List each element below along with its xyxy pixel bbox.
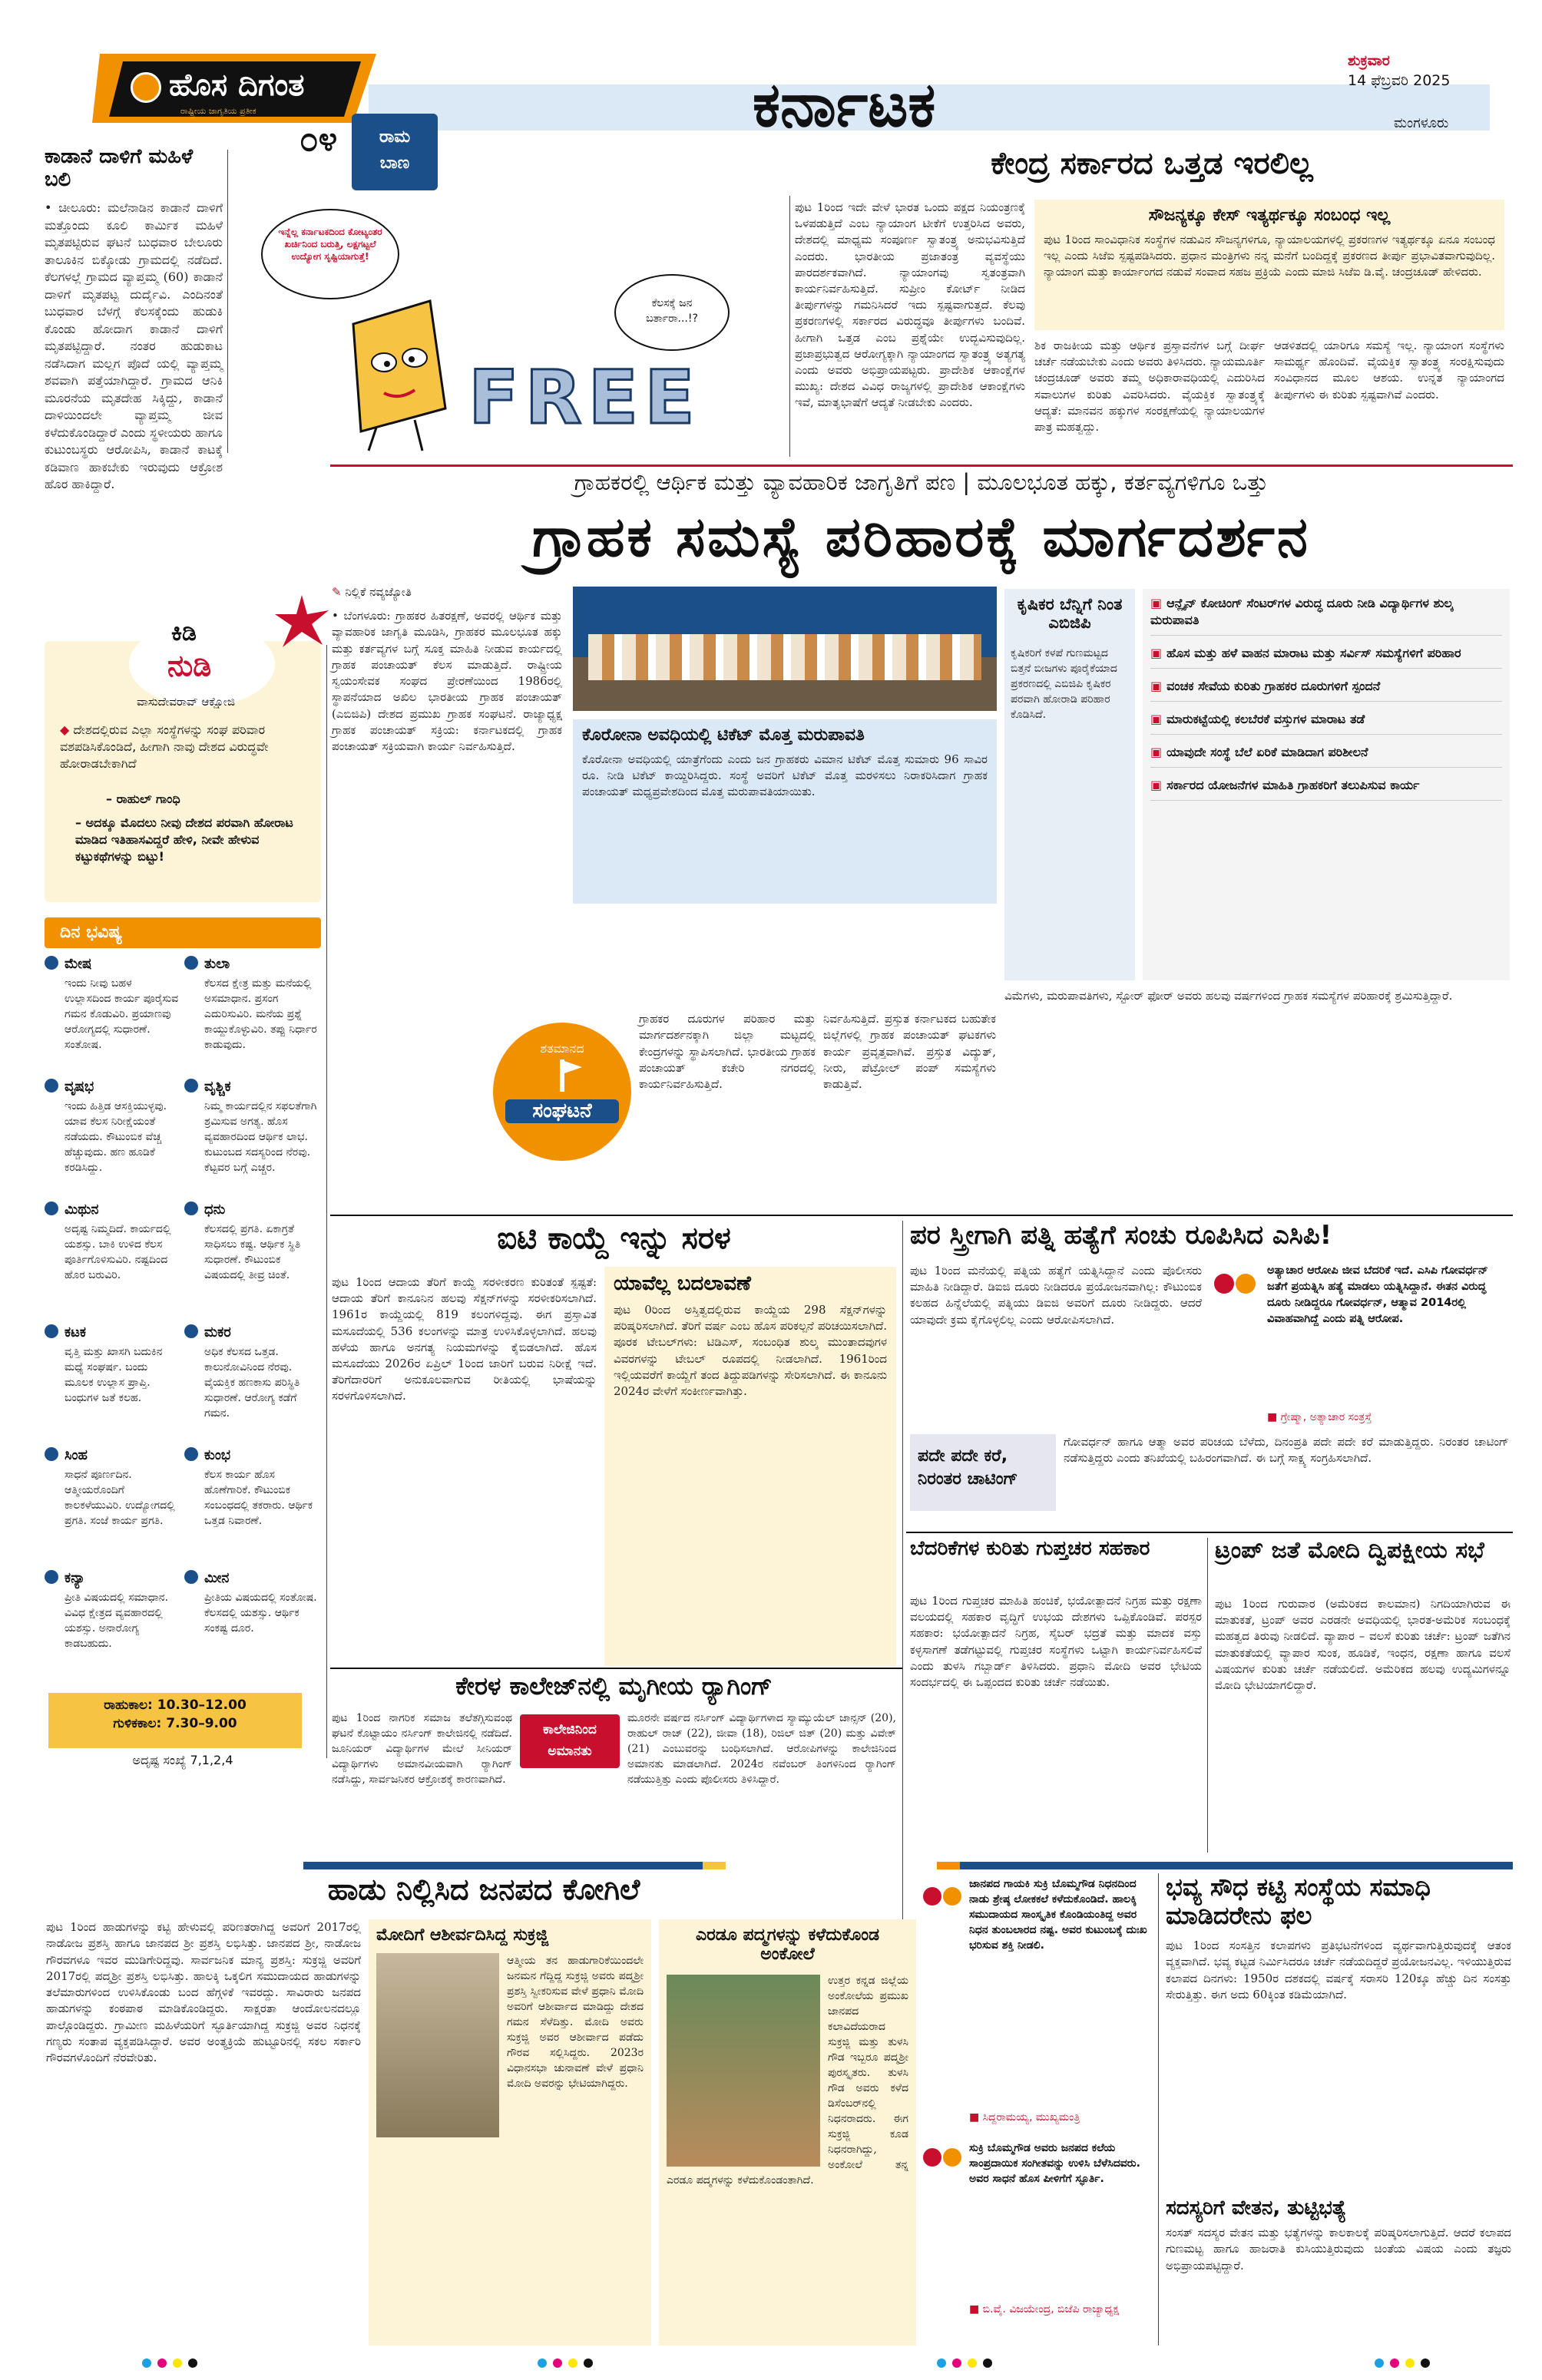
- kerala-story: [332, 1672, 896, 1856]
- sign-name: ಧನು: [204, 1202, 226, 1218]
- top-story-title: ಕೇಂದ್ರ ಸರ್ಕಾರದ ಒತ್ತಡ ಇರಲಿಲ್ಲ: [991, 146, 1313, 181]
- horoscope-sign: [184, 1447, 319, 1565]
- elephant-body: • ಚೀಲೂರು: ಮಲೆನಾಡಿನ ಕಾಡಾನೆ ದಾಳಿಗೆ ಮತ್ತೊಂದು ಕೂಲಿ ಕಾರ್ಮಿಕ ಮಹಿಳೆ ಮೃತಪಟ್ಟಿರುವ ಘಟನೆ ಬುಧವಾರ ಬೇಲೂರು ತಾಲೂಕಿನ ಬಿಕ್ಕೋಡು ಗ್ರಾಮದಲ್ಲಿ ನಡೆದಿದೆ. ಕೆಲಗಳಲ್ಲೆ ಗ್ರಾಮದ ವ್ಯಾಪ್ತಮ್ಮ (60) ಕಾಡಾನೆ ದಾಳಿಗೆ ಮೃತಪಟ್ಟ ದುರ್ದೈವಿ. ಎಂದಿನಂತೆ ಬುಧವಾರ ಬೆಳಗ್ಗೆ ಕೆಲಸಕ್ಕೆಂದು ಹುಡುಕಿ ಕೊಂಡು ಹೋದಾಗ ಕಾಡಾನೆ ದಾಳಿಗೆ ಮೃತಪಟ್ಟಿದ್ದಾರೆ. ನಂತರ ಹುಡುಕಾಟ ನಡೆಸಿದಾಗ ಮಲ್ಲಗ ಪೊದೆ ಯಲ್ಲಿ ವ್ಯಾಪ್ತಮ್ಮ ಶವವಾಗಿ ಪತ್ತೆಯಾಗಿದ್ದಾರೆ. ಗ್ರಾಮದ ಆನಿಕಿ ಮೂರನೆಯ ಮೃತದೇಹ ಸಿಕ್ಕಿದ್ದು, ಕಾಡಾನೆ ದಾಳಿಯಿಂದಲೇ ವ್ಯಾಪ್ತಮ್ಮ ಜೀವ ಕಳೆದುಕೊಂಡಿದ್ದಾರೆ ಎಂದು ಸ್ಥಳೀಯರು ಹಾಗೂ ಕುಟುಂಬಸ್ಥರು ಆರೋಪಿಸಿ, ಕಾಡಾನೆ ಕಾಟಕ್ಕೆ ಕಡಿವಾಣ ಹಾಕಬೇಕು ಇರುವುದು ಆಕ್ರೋಶ ಹೊರ ಹಾಕಿದ್ದಾರೆ.: [45, 200, 223, 491]
- sign-text: ನಿಮ್ಮ ಕಾರ್ಯದಲ್ಲಿನ ಸಫಲತೆಗಾಗಿ ಶ್ರಮಿಸುವ ಅಗತ್ಯ. ಹೊಸ ವ್ಯವಹಾರದಿಂದ ಆರ್ಥಿಕ ಲಾಭ. ಕುಟುಂಬದ ಸದಸ್ಯರಿಂದ ನೆರವು. ಕೆಟ್ಟವರ ಬಗ್ಗೆ ಎಚ್ಚರ.: [204, 1100, 317, 1174]
- nudi-title: ನುಡಿ: [167, 649, 212, 683]
- horoscope-sign: [45, 1447, 180, 1565]
- ramabana-label: ರಾಮ ಬಾಣ: [379, 127, 411, 173]
- lucky-numbers: ಅದೃಷ್ಟ ಸಂಖ್ಯೆ 7,1,2,4: [132, 1753, 233, 1767]
- acp-body: ಪುಟ 1ರಿಂದ ಮನೆಯಲ್ಲಿ ಪತ್ನಿಯ ಹತ್ಯೆಗೆ ಯತ್ನಿಸಿದ್ದಾನೆ ಎಂದು ಪೊಲೀಸರು ಮಾಹಿತಿ ನೀಡಿದ್ದಾರೆ. ಡಿಐಜಿ ದೂರು ನೀಡಿದರೂ ಪ್ರಯೋಜನವಾಗಿಲ್ಲ: ಕೌಟುಂಬಿಕ ಕಲಹದ ಹಿನ್ನೆಲೆಯಲ್ಲಿ ಪತ್ನಿಯು ಡಿಐಜಿ ಅವರಿಗೆ ದೂರು ನೀಡಿದ್ದರು. ಆದರೆ ಯಾವುದೇ ಕ್ರಮ ಕೈಗೊಳ್ಳಲಿಲ್ಲ ಎಂದು ಆರೋಪಿಸಲಾಗಿದೆ.: [910, 1264, 1202, 1327]
- top-story-col2: ಶಿಕ ರಾಜಕೀಯ ಮತ್ತು ಆರ್ಥಿಕ ಪ್ರಸ್ತಾವನೆಗಳ ಬಗ್ಗೆ ದೀರ್ಘ ಚರ್ಚೆ ನಡೆಯಬೇಕು ಎಂದು ಅವರು ತಿಳಿಸಿದರು. ನ್ಯಾಯಮೂರ್ತಿ ಚಂದ್ರಚೂಡ್ ಅವರು ತಮ್ಮ ಅಧಿಕಾರಾವಧಿಯಲ್ಲಿ ಎದುರಿಸಿದ ಸವಾಲುಗಳ ಕುರಿತು ವಿವರಿಸಿದರು. ವೈಯಕ್ತಿಕ ಸ್ವಾತಂತ್ರ್ಯಕ್ಕೆ ಆದ್ಯತೆ: ಮಾನವನ ಹಕ್ಕುಗಳ ಸಂರಕ್ಷಣೆಯಲ್ಲಿ ನ್ಯಾಯಾಲಯಗಳ ಪಾತ್ರ ಮಹತ್ವದ್ದು.: [1034, 339, 1265, 435]
- abgp-bullet-item: ▣ ಸರ್ಕಾರದ ಯೋಜನೆಗಳ ಮಾಹಿತಿ ಗ್ರಾಹಕರಿಗೆ ತಲುಪಿಸುವ ಕಾರ್ಯ: [1150, 777, 1502, 801]
- horoscope-sign: [184, 1202, 319, 1320]
- bullet-icon: ▣: [1150, 646, 1163, 660]
- top-story: [795, 146, 1509, 461]
- sign-text: ಕೆಲಸದ ಕ್ಷೇತ್ರ ಮತ್ತು ಮನೆಯಲ್ಲಿ ಅಸಮಾಧಾನ. ಪ್ರಸಂಗ ಎದುರಿಸುವಿರಿ. ಮನೆಯ ಪ್ರಶ್ನೆ ಕಾಯ್ದುಕೊಳ್ಳುವಿರಿ. ತಪ್ಪು ನಿರ್ಧಾರ ಕಾಡುವುದು.: [204, 977, 317, 1051]
- horoscope: [45, 917, 321, 1767]
- abgp-bullet-item: ▣ ಮಾರುಕಟ್ಟೆಯಲ್ಲಿ ಕಲಬೆರಕೆ ವಸ್ತುಗಳ ಮಾರಾಟ ತಡೆ: [1150, 711, 1502, 735]
- kidi-author: ವಾಸುದೇವರಾವ್ ಆಕ್ಷೋಜಿ: [137, 695, 235, 709]
- kidi-title: ಕಿಡಿ: [171, 620, 197, 646]
- kerala-tag: ಕಾಲೇಜಿನಿಂದ ಅಮಾನತು: [520, 1714, 620, 1768]
- modi-box: [369, 1919, 651, 2345]
- sign-text: ಪ್ರೀತಿಯ ವಿಷಯದಲ್ಲಿ ಸಂತೋಷ. ಕೆಲಸದಲ್ಲಿ ಯಶಸ್ಸು. ಆರ್ಥಿಕ ಸಂಕಷ್ಟ ದೂರ.: [204, 1592, 317, 1635]
- zodiac-icon: [184, 956, 198, 970]
- sign-name: ಮಕರ: [204, 1324, 231, 1340]
- refund-title: ಕೊರೋನಾ ಅವಧಿಯಲ್ಲಿ ಟಿಕೆಟ್ ಮೊತ್ತ ಮರುಪಾವತಿ: [582, 726, 865, 745]
- kerala-title: ಕೇರಳ ಕಾಲೇಜ್‌ನಲ್ಲಿ ಮೃಗೀಯ ರ್‍ಯಾಗಿಂಗ್: [455, 1671, 773, 1701]
- spark-icon: [275, 595, 329, 649]
- acp-chat-text: ಗೋವರ್ಧನ್ ಹಾಗೂ ಆತ್ಮಾ ಅವರ ಪರಿಚಯ ಬೆಳೆದು, ದಿನಂಪ್ರತಿ ಪದೇ ಪದೇ ಕರೆ ಮಾಡುತ್ತಿದ್ದರು. ನಿರಂತರ ಚಾಟಿಂಗ್ ನಡೆಸುತ್ತಿದ್ದರು ಎಂದು ತನಿಖೆಯಲ್ಲಿ ಬಹಿರಂಗವಾಗಿದೆ. ಈ ಬಗ್ಗೆ ಸಾಕ್ಷ್ಯ ಸಂಗ್ರಹಿಸಲಾಗಿದೆ.: [1064, 1435, 1509, 1466]
- quote-mark-icon-2: [922, 2142, 968, 2177]
- modi-box-title: ಮೋದಿಗೆ ಆಶೀರ್ವದಿಸಿದ್ದ ಸುಕ್ರಜ್ಜಿ: [376, 1925, 549, 1945]
- ankola-photo: [667, 1975, 820, 2167]
- abgp-bullet-item: ▣ ಹೊಸ ಮತ್ತು ಹಳೆ ವಾಹನ ಮಾರಾಟ ಮತ್ತು ಸರ್ವಿಸ್ ಸಮಸ್ಯೆಗಳಿಗೆ ಪರಿಹಾರ: [1150, 645, 1502, 669]
- bullet-list: [1150, 595, 1502, 801]
- tribute-1-by: ■ ಸಿದ್ದರಾಮಯ್ಯ, ಮುಖ್ಯಮಂತ್ರಿ: [969, 2111, 1080, 2124]
- acp-chat-box: [910, 1434, 1509, 1520]
- sign-name: ವೃಶ್ಚಿಕ: [204, 1079, 231, 1095]
- page-number: ೦೪: [299, 120, 338, 159]
- bullet-icon: ▣: [1150, 679, 1163, 693]
- cartoon: [230, 201, 787, 462]
- horoscope-sign: [45, 1079, 180, 1197]
- consumer-title: ಗ್ರಾಹಕ ಸಮಸ್ಯೆ ಪರಿಹಾರಕ್ಕೆ ಮಾರ್ಗದರ್ಶನ: [532, 504, 1310, 569]
- logo: [46, 46, 384, 159]
- sign-name: ಕಟಕ: [65, 1324, 86, 1340]
- zodiac-icon: [45, 1324, 58, 1338]
- edition-city: ಮಂಗಳೂರು: [1394, 115, 1449, 131]
- zodiac-icon: [45, 1202, 58, 1215]
- sanghatane-seal: [493, 1023, 631, 1161]
- parliament-story: [1166, 1873, 1511, 2349]
- zodiac-icon: [184, 1570, 198, 1584]
- sign-text: ಸಾಧನೆ ಪೂರ್ಣದಿನ. ಆತ್ಮೀಯರೊಂದಿಗೆ ಕಾಲಕಳೆಯುವಿರಿ. ಉದ್ಯೋಗದಲ್ಲಿ ಪ್ರಗತಿ. ಸಂಜೆ ಕಾರ್ಯ ಪ್ರಗತಿ.: [65, 1469, 175, 1527]
- date: 14 ಫೆಬ್ರವರಿ 2025: [1348, 72, 1451, 89]
- ankola-box-text: ಉತ್ತರ ಕನ್ನಡ ಜಿಲ್ಲೆಯ ಅಂಕೋಲೆಯ ಪ್ರಮುಖ ಜಾನಪದ ಕಲಾವಿದೆಯರಾದ ಸುಕ್ರಜ್ಜಿ ಮತ್ತು ತುಳಸಿ ಗೌಡ ಇಬ್ಬರೂ ಪದ್ಮಶ್ರೀ ಪುರಸ್ಕೃತರು. ತುಳಸಿ ಗೌಡ ಅವರು ಕಳೆದ ಡಿಸೆಂಬರ್‌ನಲ್ಲಿ ನಿಧನರಾದರು. ಈಗ ಸುಕ್ರಜ್ಜಿ ಕೂಡ ನಿಧನರಾಗಿದ್ದು, ಅಂಕೋಲೆ ತನ್ನ ಎರಡೂ ಪದ್ಮಗಳನ್ನು ಕಳೆದುಕೊಂಡಂತಾಗಿದೆ.: [667, 1975, 908, 2187]
- elephant-story: [45, 145, 223, 491]
- trump-body: ಪುಟ 1ರಿಂದ ಗುರುವಾರ (ಅಮೆರಿಕದ ಕಾಲಮಾನ) ನಿಗದಿಯಾಗಿರುವ ಈ ಮಾತುಕತೆ, ಟ್ರಂಪ್ ಅವರ ಎರಡನೇ ಅವಧಿಯಲ್ಲಿ ಭಾರತ-ಅಮೆರಿಕ ಸಂಬಂಧಕ್ಕೆ ಮಹತ್ವದ ತಿರುವು ನೀಡಲಿದೆ. ವ್ಯಾಪಾರ – ವಲಸೆ ಕುರಿತು ಚರ್ಚೆ: ಟ್ರಂಪ್ ಜತೆಗಿನ ಮಾತುಕತೆಯಲ್ಲಿ ವ್ಯಾಪಾರ ಸುಂಕ, ಹೂಡಿಕೆ, ಇಂಧನ, ರಕ್ಷಣಾ ಹಾಗೂ ವಲಸೆ ವಿಷಯಗಳ ಕುರಿತು ಚರ್ಚೆ ನಡೆಯಲಿದೆ. ಅಮೆರಿಕದ ಹಲವು ಉದ್ಯಮಿಗಳನ್ನೂ ಮೋದಿ ಭೇಟಿಯಾಗಲಿದ್ದಾರೆ.: [1215, 1597, 1511, 1693]
- zodiac-icon: [184, 1079, 198, 1092]
- acp-title: ಪರ ಸ್ತ್ರೀಗಾಗಿ ಪತ್ನಿ ಹತ್ಯೆಗೆ ಸಂಚು ರೂಪಿಸಿದ ಎಸಿಪಿ!: [910, 1220, 1332, 1251]
- consumer-story: [332, 470, 1511, 1222]
- consumer-kicker: ಗ್ರಾಹಕರಲ್ಲಿ ಆರ್ಥಿಕ ಮತ್ತು ವ್ಯಾವಹಾರಿಕ ಜಾಗೃತಿಗೆ ಪಣ | ಮೂಲಭೂತ ಹಕ್ಕು, ಕರ್ತವ್ಯಗಳಿಗೂ ಒತ್ತು: [574, 469, 1269, 495]
- kidi-quote-text: ದೇಶದಲ್ಲಿರುವ ಎಲ್ಲಾ ಸಂಸ್ಥೆಗಳನ್ನು ಸಂಘ ಪರಿವಾರ ವಶಪಡಿಸಿಕೊಂಡಿದೆ, ಹೀಗಾಗಿ ನಾವು ದೇಶದ ವಿರುದ್ಧವೇ ಹೋರಾಡಬೇಕಾಗಿದೆ: [60, 722, 269, 771]
- consumer-group-photo: [573, 587, 997, 711]
- parliament-body: ಪುಟ 1ರಿಂದ ಸಂಸತ್ತಿನ ಕಲಾಪಗಳು ಪ್ರತಿಭಟನೆಗಳಿಂದ ವ್ಯರ್ಥವಾಗುತ್ತಿರುವುದಕ್ಕೆ ಆತಂಕ ವ್ಯಕ್ತವಾಗಿದೆ. ಭವ್ಯ ಕಟ್ಟಡ ನಿರ್ಮಿಸಿದರೂ ಚರ್ಚೆ ನಡೆಯದಿದ್ದರೆ ಪ್ರಯೋಜನವಿಲ್ಲ. ಇಳಿಯುತ್ತಿರುವ ಕಲಾಪದ ದಿನಗಳು: 1950ರ ದಶಕದಲ್ಲಿ ವರ್ಷಕ್ಕೆ ಸರಾಸರಿ 120ಕ್ಕೂ ಹೆಚ್ಚು ದಿನ ಸಂಸತ್ತು ಸೇರುತ್ತಿತ್ತು. ಈಗ ಅದು 60ಕ್ಕಿಂತ ಕಡಿಮೆಯಾಗಿದೆ.: [1166, 1939, 1511, 2002]
- zodiac-icon: [45, 1079, 58, 1092]
- it-title: ಐಟಿ ಕಾಯ್ದೆ ಇನ್ನು ಸರಳ: [497, 1221, 731, 1256]
- acp-story: [910, 1221, 1509, 1528]
- section-title: ಕರ್ನಾಟಕ: [753, 69, 936, 140]
- acp-chat-title: ಪದೇ ಪದೇ ಕರೆ, ನಿರಂತರ ಚಾಟಿಂಗ್: [910, 1434, 1056, 1511]
- parliament-sub-text: ಸಂಸತ್ ಸದಸ್ಯರ ವೇತನ ಮತ್ತು ಭತ್ಯೆಗಳನ್ನು ಕಾಲಕಾಲಕ್ಕೆ ಪರಿಷ್ಕರಿಸಲಾಗುತ್ತಿದೆ. ಆದರೆ ಕಲಾಪದ ಗುಣಮಟ್ಟ ಹಾಗೂ ಹಾಜರಾತಿ ಕುಸಿಯುತ್ತಿರುವುದು ಚಿಂತೆಯ ವಿಷಯ ಎಂದು ತಜ್ಞರು ಅಭಿಪ್ರಾಯಪಟ್ಟಿದ್ದಾರೆ.: [1166, 2226, 1511, 2273]
- bullet-icon: ▣: [1150, 596, 1163, 610]
- refund-text: ಕೊರೋನಾ ಅವಧಿಯಲ್ಲಿ ಯಾತ್ರೆಗೆಂದು ಎಂದು ಜನ ಗ್ರಾಹಕರು ವಿಮಾನ ಟಿಕೆಟ್ ಮೊತ್ತ ಸುಮಾರು 96 ಸಾವಿರ ರೂ. ನೀಡಿ ಟಿಕೆಟ್ ಕಾಯ್ದಿರಿಸಿದ್ದರು. ಸಂಸ್ಥೆ ಅವರಿಗೆ ಟಿಕೆಟ್ ಮೊತ್ತ ಮರಳಿಸಲು ನಿರಾಕರಿಸಿದಾಗ ಗ್ರಾಹಕ ಪಂಚಾಯತ್ ಮಧ್ಯಪ್ರವೇಶದಿಂದ ಮೊತ್ತ ಮರುಪಾವತಿಯಾಯಿತು.: [582, 752, 988, 798]
- sanghatane-label: ಸಂಘಟನೆ: [505, 1099, 619, 1123]
- cjI-box: [1034, 200, 1504, 330]
- zodiac-icon: [45, 1447, 58, 1461]
- refund-box: [573, 719, 997, 904]
- elephant-title: ಕಾಡಾನೆ ದಾಳಿಗೆ ಮಹಿಳೆ ಬಲಿ: [45, 145, 194, 191]
- zodiac-icon: [184, 1324, 198, 1338]
- quote-mark-icon: [1213, 1267, 1259, 1305]
- zodiac-icon: [184, 1202, 198, 1215]
- kerala-col1: ಪುಟ 1ರಿಂದ ನಾಗರಿಕ ಸಮಾಜ ತಲೆತಗ್ಗಿಸುವಂಥ ಘಟನೆ ಕೊಟ್ಟಾಯಂ ನರ್ಸಿಂಗ್ ಕಾಲೇಜಿನಲ್ಲಿ ನಡೆದಿದೆ. ಜೂನಿಯರ್ ವಿದ್ಯಾರ್ಥಿಗಳ ಮೇಲೆ ಸೀನಿಯರ್ ವಿದ್ಯಾರ್ಥಿಗಳು ಅಮಾನವೀಯವಾಗಿ ರ್‍ಯಾಗಿಂಗ್ ನಡೆಸಿದ್ದು, ಸಾರ್ವಜನಿಕರ ಆಕ್ರೋಶಕ್ಕೆ ಕಾರಣವಾಗಿದೆ.: [332, 1712, 512, 1786]
- cartoon-bubble-right: ಕೆಲಸಕ್ಕೆ ಜನ ಬರ್ತಾರಾ...!?: [614, 274, 730, 351]
- abgp-bullets: [1143, 589, 1510, 980]
- kidi-quote: [60, 722, 313, 772]
- sign-text: ಕೆಲಸದಲ್ಲಿ ಪ್ರಗತಿ. ಏಕಾಗ್ರತೆ ಸಾಧಿಸಲು ಕಷ್ಟ. ಆರ್ಥಿಕ ಸ್ಥಿತಿ ಸುಧಾರಣೆ. ಕೌಟುಂಬಿಕ ವಿಷಯದಲ್ಲಿ ತೀವ್ರ ಚಿಂತೆ.: [204, 1223, 301, 1281]
- bullet-icon: ▣: [1150, 745, 1163, 759]
- horoscope-sign: [45, 956, 180, 1074]
- kidi-retort: – ಅದಕ್ಕೂ ಮೊದಲು ನೀವು ದೇಶದ ಪರವಾಗಿ ಹೋರಾಟ ಮಾಡಿದ ಇತಿಹಾಸವಿದ್ದರೆ ಹೇಳಿ, ನೀವೇ ಹೇಳುವ ಕಟ್ಟುಕಥೆಗಳನ್ನು ಬಿಟ್ಟು!: [75, 815, 293, 864]
- it-col1: ಪುಟ 1ರಿಂದ ಆದಾಯ ತೆರಿಗೆ ಕಾಯ್ದೆ ಸರಳೀಕರಣ ಕುರಿತಂತೆ ಸ್ಪಷ್ಟತೆ: ಆದಾಯ ತೆರಿಗೆ ಕಾನೂನಿನ ಹಲವು ಸೆಕ್ಷನ್‌ಗಳನ್ನು ಸರಳೀಕರಿಸಲಾಗಿದೆ. 1961ರ ಕಾಯ್ದೆಯಲ್ಲಿ 819 ಕಲಂಗಳಿದ್ದವು. ಈಗ ಪ್ರಸ್ತಾವಿತ ಮಸೂದೆಯಲ್ಲಿ 536 ಕಲಂಗಳನ್ನು ಮಾತ್ರ ಉಳಿಸಿಕೊಳ್ಳಲಾಗಿದೆ. ಹಲವು ಹಳೆಯ ಹಾಗೂ ಅನಗತ್ಯ ನಿಯಮಗಳನ್ನು ಕೈಬಿಡಲಾಗಿದೆ. ಹೊಸ ಮಸೂದೆಯು 2026ರ ಏಪ್ರಿಲ್ 1ರಿಂದ ಜಾರಿಗೆ ಬರುವ ನಿರೀಕ್ಷೆ ಇದೆ. ತೆರಿಗೆದಾರರಿಗೆ ಅನುಕೂಲವಾಗುವ ರೀತಿಯಲ್ಲಿ ಭಾಷೆಯನ್ನು ಸರಳಗೊಳಿಸಲಾಗಿದೆ.: [332, 1275, 597, 1403]
- sign-text: ಇಂದು ನೀವು ಬಹಳ ಉಲ್ಲಾಸದಿಂದ ಕಾರ್ಯ ಪೂರೈಸುವ ಗಮನ ಕೊಡುವಿರಿ. ಪ್ರಯಾಣವು ಆರೋಗ್ಯದಲ್ಲಿ ಸುಧಾರಣೆ. ಸಂತೋಷ.: [65, 977, 179, 1051]
- horoscope-title: ದಿನ ಭವಿಷ್ಯ: [60, 923, 123, 942]
- cartoon-character-icon: [338, 293, 453, 455]
- zodiac-icon: [45, 1570, 58, 1584]
- sign-text: ಕೆಲಸ ಕಾರ್ಯ ಹೊಸ ಹೊಣೆಗಾರಿಕೆ. ಕೌಟುಂಬಿಕ ಸಂಬಂಧದಲ್ಲಿ ತಕರಾರು. ಆರ್ಥಿಕ ಒತ್ತಡ ನಿವಾರಣೆ.: [204, 1469, 313, 1527]
- sangh-icon: [539, 1056, 585, 1095]
- kerala-col2: ಮೂರನೇ ವರ್ಷದ ನರ್ಸಿಂಗ್ ವಿದ್ಯಾರ್ಥಿಗಳಾದ ಸ್ಯಾಮ್ಯುಯೆಲ್ ಜಾನ್ಸನ್ (20), ರಾಹುಲ್ ರಾಜ್ (22), ಜೀವಾ (18), ರಿಜಿಲ್ ಜಿತ್ (20) ಮತ್ತು ವಿವೇಕ್ (21) ಎಂಬುವರನ್ನು ಬಂಧಿಸಲಾಗಿದೆ. ಆರೋಪಿಗಳನ್ನು ಕಾಲೇಜಿನಿಂದ ಅಮಾನತು ಮಾಡಲಾಗಿದೆ. 2024ರ ನವೆಂಬರ್ ತಿಂಗಳಿನಿಂದ ರ್‍ಯಾಗಿಂಗ್ ನಡೆಯುತ್ತಿತ್ತು ಎಂದು ಪೊಲೀಸರು ತಿಳಿಸಿದ್ದಾರೆ.: [627, 1712, 896, 1786]
- cartoon-free-word: FREE: [468, 355, 701, 441]
- ramabana-badge: [352, 114, 438, 190]
- abgp-bullet-item: ▣ ವಂಚಕ ಸೇವೆಯ ಕುರಿತು ಗ್ರಾಹಕರ ದೂರುಗಳಿಗೆ ಸ್ಪಂದನೆ: [1150, 678, 1502, 702]
- acp-quote: ಅತ್ಯಾಚಾರ ಆರೋಪಿ ಜೀವ ಬೆದರಿಕೆ ಇದೆ. ಎಸಿಪಿ ಗೋವರ್ಧನ್ ಜತೆಗೆ ಪ್ರಯತ್ನಿಸಿ ಹತ್ಯೆ ಮಾಡಲು ಯತ್ನಿಸಿದ್ದಾನೆ. ಈತನ ವಿರುದ್ಧ ದೂರು ನೀಡಿದ್ದರೂ ಗೋವರ್ಧನ್, ಆತ್ಮಾವ 2014ರಲ್ಲಿ ವಿವಾಹವಾಗಿದ್ದೆ ಎಂದು ಪತ್ನಿ ಆರೋಪ.: [1267, 1264, 1488, 1325]
- intel-title: ಬೆದರಿಕೆಗಳ ಕುರಿತು ಗುಪ್ತಚರ ಸಹಕಾರ: [910, 1537, 1150, 1560]
- modi-photo: [376, 1953, 499, 2137]
- sanghatane-top: ಶತಮಾನದ: [540, 1041, 584, 1056]
- sign-text: ಪ್ರೀತಿ ವಿಷಯದಲ್ಲಿ ಸಮಾಧಾನ. ವಿವಿಧ ಕ್ಷೇತ್ರದ ವ್ಯವಹಾರದಲ್ಲಿ ಯಶಸ್ಸು. ಅನಾರೋಗ್ಯ ಕಾಡಬಹುದು.: [65, 1592, 169, 1650]
- registration-marks: [0, 2357, 1542, 2372]
- bullet-icon: ▣: [1150, 712, 1163, 726]
- logo-tagline: ರಾಷ್ಟ್ರೀಯ ಜಾಗೃತಿಯ ಪ್ರತೀಕ: [180, 106, 256, 116]
- consumer-byline: ✎ ನಿಲ್ಲಿಕೆ ನವ್ಯಜ್ಯೋತಿ: [332, 585, 412, 599]
- farmer-text: ಕೃಷಿಕರಿಗೆ ಕಳಪೆ ಗುಣಮಟ್ಟದ ಬಿತ್ತನೆ ಬೀಜಗಳು ಪೂರೈಕೆಯಾದ ಪ್ರಕರಣದಲ್ಲಿ ಎಬಿಜಿಪಿ ಕೃಷಿಕರ ಪರವಾಗಿ ಹೋರಾಡಿ ಪರಿಹಾರ ಕೊಡಿಸಿದೆ.: [1011, 647, 1117, 721]
- sign-name: ಮಿಥುನ: [65, 1202, 99, 1218]
- pen-icon: ✎: [332, 585, 346, 599]
- horoscope-sign: [184, 1324, 319, 1443]
- it-changes-box: [604, 1267, 896, 1666]
- it-story: [332, 1221, 896, 1666]
- intel-story: [910, 1538, 1202, 1853]
- trump-story: [1215, 1538, 1511, 1853]
- it-box-text: ಪುಟ 0ರಿಂದ ಅಸ್ತಿತ್ವದಲ್ಲಿರುವ ಕಾಯ್ದೆಯ 298 ಸೆಕ್ಷನ್‌ಗಳನ್ನು ಪರಿಷ್ಕರಿಸಲಾಗಿದೆ. ತೆರಿಗೆ ವರ್ಷ ಎಂಬ ಹೊಸ ಪರಿಕಲ್ಪನೆ ಪರಿಚಯಿಸಲಾಗಿದೆ. ಪೂರಕ ಟೇಬಲ್‌ಗಳು: ಟಿಡಿಎಸ್, ಸಂಬಂಧಿತ ಶುಲ್ಕ ಮುಂತಾದವುಗಳ ವಿವರಗಳನ್ನು ಟೇಬಲ್ ರೂಪದಲ್ಲಿ ನೀಡಲಾಗಿದೆ. 1961ರಿಂದ ಇಲ್ಲಿಯವರೆಗೆ ಕಾಯ್ದೆಗೆ ತಂದ ತಿದ್ದುಪಡಿಗಳನ್ನು ಸೇರಿಸಲಾಗಿದೆ. ಈ ಕಾನೂನು 2024ರ ವೇಳೆಗೆ ಸಂಕೀರ್ಣವಾಗಿತ್ತು.: [614, 1303, 887, 1399]
- parliament-sub-title: ಸದಸ್ಯರಿಗೆ ವೇತನ, ತುಟ್ಟಿಭತ್ಯೆ: [1166, 2197, 1347, 2220]
- consumer-col1: • ಬೆಂಗಳೂರು: ಗ್ರಾಹಕರ ಹಿತರಕ್ಷಣೆ, ಅವರಲ್ಲಿ ಆರ್ಥಿಕ ಮತ್ತು ವ್ಯಾವಹಾರಿಕ ಜಾಗೃತಿ ಮೂಡಿಸಿ, ಗ್ರಾಹಕರ ಮೂಲಭೂತ ಹಕ್ಕು ಮತ್ತು ಕರ್ತವ್ಯಗಳ ಬಗ್ಗೆ ಸೂಕ್ತ ಮಾಹಿತಿ ನೀಡುವ ಕಾರ್ಯದಲ್ಲಿ ಗ್ರಾಹಕ ಪಂಚಾಯತ್ ಕೆಲಸ ಮಾಡುತ್ತಿದೆ. ರಾಷ್ಟ್ರೀಯ ಸ್ವಯಂಸೇವಕ ಸಂಘದ ಪ್ರೇರಣೆಯಿಂದ 1986ರಲ್ಲಿ ಸ್ಥಾಪನೆಯಾದ ಅಖಿಲ ಭಾರತೀಯ ಗ್ರಾಹಕ ಪಂಚಾಯತ್ (ಎಬಿಜಿಪಿ) ದೇಶದ ಪ್ರಮುಖ ಗ್ರಾಹಕ ಸಂಘಟನೆ. ರಾಜ್ಯಾಧ್ಯಕ್ಷ ಗ್ರಾಹಕ ಪಂಚಾಯತ್ ಸಕ್ರಿಯ: ಕರ್ನಾಟಕದಲ್ಲಿ ಗ್ರಾಹಕ ಪಂಚಾಯತ್ ಸಕ್ರಿಯವಾಗಿ ಕಾರ್ಯ ನಿರ್ವಹಿಸುತ್ತಿದೆ.: [332, 609, 562, 754]
- modi-box-text: ಆತ್ಮೀಯ ತನ ಹಾಡುಗಾರಿಕೆಯಿಂದಲೇ ಜನಮನ ಗೆದ್ದಿದ್ದ ಸುಕ್ರಜ್ಜಿ ಅವರು ಪದ್ಮಶ್ರೀ ಪ್ರಶಸ್ತಿ ಸ್ವೀಕರಿಸುವ ವೇಳೆ ಪ್ರಧಾನಿ ಮೋದಿ ಅವರಿಗೆ ಆಶೀರ್ವಾದ ಮಾಡಿದ್ದು ದೇಶದ ಗಮನ ಸೆಳೆದಿತ್ತು. ಮೋದಿ ಅವರು ಸುಕ್ರಜ್ಜಿ ಅವರ ಆಶೀರ್ವಾದ ಪಡೆದು ಗೌರವ ಸಲ್ಲಿಸಿದ್ದರು. 2023ರ ವಿಧಾನಸಭಾ ಚುನಾವಣೆ ವೇಳೆ ಪ್ರಧಾನಿ ಮೋದಿ ಅವರನ್ನು ಭೇಟಿಯಾಗಿದ್ದರು.: [507, 1955, 644, 2090]
- trump-title: ಟ್ರಂಪ್ ಜತೆ ಮೋದಿ ದ್ವಿಪಕ್ಷೀಯ ಸಭೆ: [1215, 1537, 1484, 1564]
- horoscope-sign: [45, 1324, 180, 1443]
- quote-mark-icon-1: [922, 1881, 968, 1916]
- farmer-box: [1004, 589, 1135, 980]
- sign-text: ಅದೃಷ್ಟ ನಿಮ್ಮದಿದೆ. ಕಾರ್ಯದಲ್ಲಿ ಯಶಸ್ಸು. ಬಾಕಿ ಉಳಿದ ಕೆಲಸ ಪೂರ್ತಿಗೊಳಿಸುವಿರಿ. ನಷ್ಟದಿಂದ ಹೊರ ಬರುವಿರಿ.: [65, 1223, 171, 1281]
- rahu-time: ರಾಹುಕಾಲ: 10.30–12.00: [104, 1697, 247, 1713]
- kidi-nudi-box: [45, 620, 321, 902]
- logo-emblem-icon: [131, 72, 161, 103]
- it-box-title: ಯಾವೆಲ್ಲ ಬದಲಾವಣೆ: [614, 1272, 751, 1295]
- zodiac-icon: [184, 1447, 198, 1461]
- tribute-2: ಸುಕ್ರಿ ಬೊಮ್ಮಗೌಡ ಅವರು ಜನಪದ ಕಲೆಯ ಸಾಂಪ್ರದಾಯಿಕ ಸಂಗೀತವನ್ನು ಉಳಿಸಿ ಬೆಳೆಸಿದವರು. ಅವರ ಸಾಧನೆ ಹೊಸ ಪೀಳಿಗೆಗೆ ಸ್ಫೂರ್ತಿ.: [969, 2142, 1140, 2185]
- cjI-box-title: ಸೌಜನ್ಯಕ್ಕೂ ಕೇಸ್ ಇತ್ಯರ್ಥಕ್ಕೂ ಸಂಬಂಧ ಇಲ್ಲ: [1148, 206, 1391, 225]
- sign-name: ತುಲಾ: [204, 956, 230, 972]
- horoscope-grid: [45, 956, 321, 1693]
- sign-name: ಕನ್ಯಾ: [65, 1570, 85, 1586]
- date-day: ಶುಕ್ರವಾರ: [1348, 52, 1390, 69]
- sign-name: ವೃಷಭ: [65, 1079, 94, 1095]
- folk-body: ಪುಟ 1ರಿಂದ ಹಾಡುಗಳನ್ನು ಕಟ್ಟಿ ಹೇಳುವಲ್ಲಿ ಪರಿಣತರಾಗಿದ್ದ ಅವರಿಗೆ 2017ರಲ್ಲಿ ನಾಡೋಜ ಪ್ರಶಸ್ತಿ ಹಾಗೂ ಜಾನಪದ ಶ್ರೀ ಪ್ರಶಸ್ತಿ ಲಭಿಸಿತ್ತು. ಜಾನಪದ ಶ್ರೀ, ನಾಡೋಜ ಗೌರವಗಳೂ ಇವರ ಮುಡಿಗೇರಿದ್ದವು. ಸಾರ್ವಜನಿಕ ಮಾನ್ಯ ಪ್ರಶಸ್ತಿ: ಸುಕ್ರಜ್ಜಿ ಅವರಿಗೆ 2017ರಲ್ಲಿ ಪದ್ಮಶ್ರೀ ಪ್ರಶಸ್ತಿ ಲಭಿಸಿತ್ತು. ಹಾಲಕ್ಕಿ ಒಕ್ಕಲಿಗ ಸಮುದಾಯದ ಹಾಡುಗಳನ್ನು ತಲೆಮಾರುಗಳಿಂದ ಉಳಿಸಿಕೊಂಡು ಬಂದ ಹೆಗ್ಗಳಿಕೆ ಇವರದ್ದು. ಸಾವಿರಾರು ಜನಪದ ಹಾಡುಗಳನ್ನು ಕಂಠಪಾಠ ಮಾಡಿಕೊಂಡಿದ್ದರು. ಸಾಕ್ಷರತಾ ಆಂದೋಲನದಲ್ಲೂ ಪಾಲ್ಗೊಂಡಿದ್ದರು. ಗ್ರಾಮೀಣ ಮಹಿಳೆಯರಿಗೆ ಸ್ಫೂರ್ತಿಯಾಗಿದ್ದ ಸುಕ್ರಜ್ಜಿ ಅವರ ನಿಧನಕ್ಕೆ ಗಣ್ಯರು ಸಂತಾಪ ವ್ಯಕ್ತಪಡಿಸಿದ್ದಾರೆ. ಅವರ ಅಂತ್ಯಕ್ರಿಯೆ ಹುಟ್ಟೂರಿನಲ್ಲಿ ಸಕಲ ಸರ್ಕಾರಿ ಗೌರವಗಳೊಂದಿಗೆ ನೆರವೇರಿತು.: [46, 1920, 361, 2065]
- sign-name: ಕುಂಭ: [204, 1447, 231, 1463]
- rahu-box: [48, 1693, 302, 1748]
- gulika-time: ಗುಳಿಕಕಾಲ: 7.30–9.00: [113, 1716, 237, 1731]
- consumer-col3: ನಿರ್ವಹಿಸುತ್ತಿದೆ. ಪ್ರಸ್ತುತ ಕರ್ನಾಟಕದ ಬಹುತೇಕ ಜಿಲ್ಲೆಗಳಲ್ಲಿ ಗ್ರಾಹಕ ಪಂಚಾಯತ್ ಘಟಕಗಳು ಕಾರ್ಯ ಪ್ರವೃತ್ತವಾಗಿವೆ. ಪ್ರಸ್ತುತ ವಿದ್ಯುತ್, ನೀರು, ಪೆಟ್ರೋಲ್ ಪಂಪ್ ಸಮಸ್ಯೆಗಳು ಕಾಡುತ್ತಿವೆ.: [823, 1012, 996, 1092]
- top-story-col1: ಪುಟ 1ರಿಂದ ಇದೇ ವೇಳೆ ಭಾರತ ಒಂದು ಪಕ್ಷದ ನಿಯಂತ್ರಣಕ್ಕೆ ಒಳಪಡುತ್ತಿದೆ ಎಂಬ ನ್ಯಾಯಾಂಗ ಟೀಕೆಗೆ ಉತ್ತರಿಸಿದ ಅವರು, ದೇಶದಲ್ಲಿ ಮಾಧ್ಯಮ ಸಂಪೂರ್ಣ ಸ್ವಾತಂತ್ರ್ಯ ಅನುಭವಿಸುತ್ತಿದೆ ಎಂದರು. ಭಾರತೀಯ ಪ್ರಜಾತಂತ್ರ ವ್ಯವಸ್ಥೆಯು ಪಾರದರ್ಶಕವಾಗಿದೆ. ನ್ಯಾಯಾಂಗವು ಸ್ವತಂತ್ರವಾಗಿ ಕಾರ್ಯನಿರ್ವಹಿಸುತ್ತಿದೆ. ಸುಪ್ರೀಂ ಕೋರ್ಟ್ ನೀಡಿದ ತೀರ್ಪುಗಳನ್ನು ಗಮನಿಸಿದರೆ ಇದು ಸ್ಪಷ್ಟವಾಗುತ್ತದೆ. ಕೆಲವು ಪ್ರಕರಣಗಳಲ್ಲಿ ಸರ್ಕಾರದ ವಿರುದ್ಧವೂ ತೀರ್ಪುಗಳು ಬಂದಿವೆ. ಹೀಗಾಗಿ ಒತ್ತಡ ಎಂಬ ಪ್ರಶ್ನೆಯೇ ಉದ್ಭವಿಸುವುದಿಲ್ಲ. ಪ್ರಜಾಪ್ರಭುತ್ವದ ಆರೋಗ್ಯಕ್ಕಾಗಿ ನ್ಯಾಯಾಂಗದ ಸ್ವಾತಂತ್ರ್ಯ ಅತ್ಯಗತ್ಯ ಎಂದು ಅವರು ಅಭಿಪ್ರಾಯಪಟ್ಟರು. ಪ್ರಾದೇಶಿಕ ಆಕಾಂಕ್ಷೆಗಳ ಮುಖ್ಯ: ದೇಶದ ವಿವಿಧ ರಾಜ್ಯಗಳಲ್ಲಿ ಪ್ರಾದೇಶಿಕ ಆಕಾಂಕ್ಷೆಗಳು ಇವೆ, ಮಾತೃಭಾಷೆಗೆ ಆದ್ಯತೆ ನೀಡಬೇಕು ಎಂದರು.: [795, 200, 1025, 410]
- tribute-1: ಜಾನಪದ ಗಾಯಕಿ ಸುಕ್ರಿ ಬೊಮ್ಮಗೌಡ ನಿಧನದಿಂದ ನಾಡು ಶ್ರೇಷ್ಠ ಲೋಕಕಲೆ ಕಳೆದುಕೊಂಡಿದೆ. ಹಾಲಕ್ಕಿ ಸಮುದಾಯದ ಸಾಂಸ್ಕೃತಿಕ ಕೊಂಡಿಯಂತಿದ್ದ ಅವರ ನಿಧನ ತುಂಬಲಾರದ ನಷ್ಟ. ಅವರ ಕುಟುಂಬಕ್ಕೆ ದುಃಖ ಭರಿಸುವ ಶಕ್ತಿ ನೀಡಲಿ.: [969, 1878, 1147, 1952]
- consumer-col2: ಗ್ರಾಹಕರ ದೂರುಗಳ ಪರಿಹಾರ ಮತ್ತು ಮಾರ್ಗದರ್ಶನಕ್ಕಾಗಿ ಜಿಲ್ಲಾ ಮಟ್ಟದಲ್ಲಿ ಕೇಂದ್ರಗಳನ್ನು ಸ್ಥಾಪಿಸಲಾಗಿದೆ. ಭಾರತೀಯ ಗ್ರಾಹಕ ಪಂಚಾಯತ್ ಕಚೇರಿ ನಗರದಲ್ಲಿ ಕಾರ್ಯನಿರ್ವಹಿಸುತ್ತಿದೆ.: [639, 1012, 816, 1092]
- folk-title: ಹಾಡು ನಿಲ್ಲಿಸಿದ ಜನಪದ ಕೋಗಿಲೆ: [327, 1873, 640, 1906]
- top-story-col3: ಆಡಳಿತದಲ್ಲಿ ಯಾರಿಗೂ ಸಮಸ್ಯೆ ಇಲ್ಲ. ನ್ಯಾಯಾಂಗ ಸಂಸ್ಥೆಗಳು ಸಾಮರ್ಥ್ಯ ಹೊಂದಿವೆ. ವೈಯಕ್ತಿಕ ಸ್ವಾತಂತ್ರ್ಯ ಸಂರಕ್ಷಿಸುವುದು ಸಂವಿಧಾನದ ಮೂಲ ಆಶಯ. ಉನ್ನತ ನ್ಯಾಯಾಂಗದ ತೀರ್ಪುಗಳು ಈ ಕುರಿತು ಸ್ಪಷ್ಟವಾಗಿವೆ ಎಂದರು.: [1274, 339, 1504, 402]
- parliament-title: ಭವ್ಯ ಸೌಧ ಕಟ್ಟಿ ಸಂಸ್ಥೆಯ ಸಮಾಧಿ ಮಾಡಿದರೇನು ಫಲ: [1166, 1873, 1431, 1930]
- cjI-box-text: ಪುಟ 1ರಿಂದ ಸಾಂವಿಧಾನಿಕ ಸಂಸ್ಥೆಗಳ ನಡುವಿನ ಸೌಜನ್ಯಗಳಿಗೂ, ನ್ಯಾಯಾಲಯಗಳಲ್ಲಿ ಪ್ರಕರಣಗಳ ಇತ್ಯರ್ಥಕ್ಕೂ ಏನೂ ಸಂಬಂಧ ಇಲ್ಲ ಎಂದು ಸಿಜೆಐ ಸ್ಪಷ್ಟಪಡಿಸಿದರು. ಪ್ರಧಾನ ಮಂತ್ರಿಗಳು ನನ್ನ ಮನೆಗೆ ಬಂದಿದ್ದಕ್ಕೆ ಪ್ರಕರಣದ ತೀರ್ಪು ಪ್ರಭಾವಿತವಾಗುವುದಿಲ್ಲ. ನ್ಯಾಯಾಂಗ ಮತ್ತು ಕಾರ್ಯಾಂಗದ ನಡುವೆ ಸಂವಾದ ಸಹಜ ಪ್ರಕ್ರಿಯೆ ಎಂದು ಮಾಜಿ ಸಿಜೆಐ ಡಿ.ವೈ. ಚಂದ್ರಚೂಡ್ ಹೇಳಿದರು.: [1044, 233, 1495, 279]
- sign-text: ವೃತ್ತಿ ಮತ್ತು ಖಾಸಗಿ ಬದುಕಿನ ಮಧ್ಯೆ ಸಂಘರ್ಷ. ಬಂದು ಮೂಲಕ ಉಲ್ಲಾಸ ಪ್ರಾಪ್ತಿ. ಬಂಧುಗಳ ಜತೆ ಕಲಹ.: [65, 1346, 163, 1404]
- sign-name: ಮೀನ: [204, 1570, 230, 1586]
- bullet-icon: ▣: [1150, 778, 1163, 792]
- tributes: [922, 1873, 1152, 2349]
- sign-text: ಇಂದು ಹಿತ್ತಿಡ ಆಸಕ್ತಿಯುಳ್ಳವು. ಯಾವ ಕೆಲಸ ನಿರೀಕ್ಷೆಯಂತೆ ನಡೆಯದು. ಕೌಟುಂಬಿಕ ವೆಚ್ಚ ಹೆಚ್ಚುವುದು. ಹಣ ಹೂಡಿಕೆ ಕರಡಿಸಿದ್ದು.: [65, 1100, 167, 1174]
- consumer-col4: ವಿಮೆಗಳು, ಮರುಪಾವತಿಗಳು, ಸ್ಟೋರ್ ಫೋರ್ ಅವರು ಹಲವು ವರ್ಷಗಳಿಂದ ಗ್ರಾಹಕ ಸಮಸ್ಯೆಗಳ ಪರಿಹಾರಕ್ಕೆ ಶ್ರಮಿಸುತ್ತಿದ್ದಾರೆ.: [1004, 989, 1453, 1003]
- acp-quote-by: ■ ಗ್ರೇಷ್ಮಾ, ಅತ್ಯಾಚಾರ ಸಂತ್ರಸ್ತೆ: [1267, 1411, 1372, 1423]
- horoscope-sign: [45, 1202, 180, 1320]
- horoscope-sign: [184, 1570, 319, 1688]
- diamond-icon: ◆: [60, 722, 74, 737]
- horoscope-header: [45, 917, 321, 948]
- zodiac-icon: [45, 956, 58, 970]
- sign-name: ಮೇಷ: [65, 956, 92, 972]
- tribute-2-by: ■ ಬಿ.ವೈ. ವಿಜಯೇಂದ್ರ, ಬಿಜೆಪಿ ರಾಜ್ಯಾಧ್ಯಕ್ಷ: [969, 2303, 1120, 2316]
- farmer-title: ಕೃಷಿಕರ ಬೆನ್ನಿಗೆ ನಿಂತ ಎಬಿಜಿಪಿ: [1017, 595, 1123, 633]
- abgp-bullet-item: ▣ ಆನ್ಲೈನ್ ಕೋಚಿಂಗ್ ಸೆಂಟರ್‌ಗಳ ವಿರುದ್ಧ ದೂರು ನೀಡಿ ವಿದ್ಯಾರ್ಥಿಗಳ ಶುಲ್ಕ ಮರುಪಾವತಿ: [1150, 595, 1502, 636]
- ankola-box-title: ಎರಡೂ ಪದ್ಮಗಳನ್ನು ಕಳೆದುಕೊಂಡ ಅಂಕೋಲೆ: [696, 1925, 879, 1965]
- abgp-bullet-item: ▣ ಯಾವುದೇ ಸಂಸ್ಥೆ ಬೆಲೆ ಏರಿಕೆ ಮಾಡಿದಾಗ ಪರಿಶೀಲನೆ: [1150, 744, 1502, 768]
- sign-name: ಸಿಂಹ: [65, 1447, 88, 1463]
- logo-text: ಹೊಸ ದಿಗಂತ: [169, 68, 305, 103]
- horoscope-sign: [45, 1570, 180, 1688]
- ankola-box: [659, 1919, 916, 2345]
- cartoon-bubble-left: ಇನ್ನೆಲ್ಲ ಕರ್ನಾಟಕದಿಂದ ಕೋಟ್ಯಂತರ ಖರ್ಚಿನಿಂದ ಬರುತ್ತಿ, ಲಕ್ಷಗಟ್ಟಲೆ ಉದ್ಯೋಗ ಸೃಷ್ಟಿಯಾಗುತ್ತೆ!: [261, 209, 399, 299]
- horoscope-sign: [184, 956, 319, 1074]
- folk-story: [46, 1873, 922, 2349]
- sign-text: ಅಧಿಕ ಕೆಲಸದ ಒತ್ತಡ. ಕಾಲುನೋವಿನಿಂದ ನೆರವು. ವೈಯಕ್ತಿಕ ಹಣಕಾಸು ಪರಿಸ್ಥಿತಿ ಸುಧಾರಣೆ. ಆರೋಗ್ಯ ಕಡೆಗೆ ಗಮನ.: [204, 1346, 300, 1420]
- kidi-quote-author: – ರಾಹುಲ್ ಗಾಂಧಿ: [106, 792, 180, 806]
- intel-body: ಪುಟ 1ರಿಂದ ಗುಪ್ತಚರ ಮಾಹಿತಿ ಹಂಚಿಕೆ, ಭಯೋತ್ಪಾದನೆ ನಿಗ್ರಹ ಮತ್ತು ರಕ್ಷಣಾ ವಲಯದಲ್ಲಿ ಸಹಕಾರ ವೃದ್ಧಿಗೆ ಉಭಯ ದೇಶಗಳು ಒಪ್ಪಿಕೊಂಡಿವೆ. ಪರಸ್ಪರ ಸಹಕಾರ: ಭಯೋತ್ಪಾದನೆ ನಿಗ್ರಹ, ಸೈಬರ್ ಭದ್ರತೆ ಮತ್ತು ಮಾದಕ ವಸ್ತು ಕಳ್ಳಸಾಗಣೆ ತಡೆಗಟ್ಟುವಲ್ಲಿ ಗುಪ್ತಚರ ಸಂಸ್ಥೆಗಳು ಒಟ್ಟಾಗಿ ಕಾರ್ಯನಿರ್ವಹಿಸಲಿವೆ ಎಂದು ತುಳಸಿ ಗಬ್ಬಾರ್ಡ್ ತಿಳಿಸಿದರು. ಪ್ರಧಾನಿ ಮೋದಿ ಅವರ ಭೇಟಿಯ ಸಂದರ್ಭದಲ್ಲಿ ಈ ಒಪ್ಪಂದದ ಕುರಿತು ಚರ್ಚೆ ನಡೆಯಿತು.: [910, 1594, 1202, 1690]
- horoscope-sign: [184, 1079, 319, 1197]
